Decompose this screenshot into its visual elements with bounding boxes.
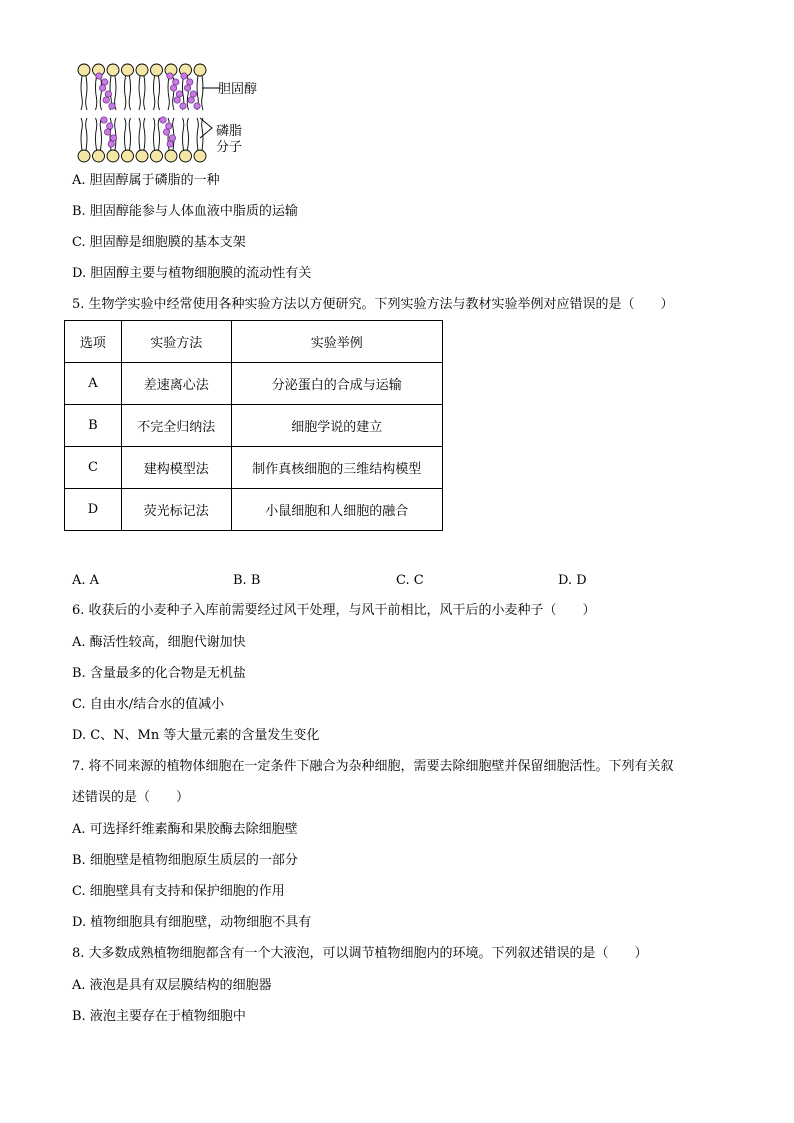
cholesterol-molecule — [105, 91, 111, 97]
q6-option-d: D. C、N、Mn 等大量元素的含量发生变化 — [72, 728, 320, 743]
q4-option-a: A. 胆固醇属于磷脂的一种 — [72, 173, 220, 188]
phospholipid-head — [107, 150, 119, 162]
cholesterol-molecule — [187, 79, 193, 85]
q5-stem: 5. 生物学实验中经常使用各种实验方法以方便研究。下列实验方法与教材实验举例对应错误的是（ ） — [72, 297, 674, 312]
lipid-tail — [158, 118, 159, 150]
cholesterol-molecule — [163, 129, 169, 135]
lipid-tail — [125, 76, 126, 110]
table-cell: 分泌蛋白的合成与运输 — [231, 363, 442, 405]
q7-stem-line2: 述错误的是（ ） — [72, 790, 190, 805]
table-cell: 建构模型法 — [121, 447, 231, 489]
q5-table — [64, 320, 443, 531]
cholesterol-molecule — [102, 79, 108, 85]
phospholipid-head — [122, 64, 134, 76]
lipid-tail — [86, 76, 87, 110]
cholesterol-molecule — [174, 97, 180, 103]
cholesterol-molecule — [169, 135, 175, 141]
q4-option-d: D. 胆固醇主要与植物细胞膜的流动性有关 — [72, 266, 312, 281]
phospholipid-label-2: 分子 — [216, 140, 243, 155]
lipid-tail — [144, 76, 145, 110]
table-header-cell: 实验方法 — [121, 321, 231, 363]
table-cell: 不完全归纳法 — [121, 405, 231, 447]
q6-stem: 6. 收获后的小麦种子入库前需要经过风干处理，与风干前相比，风干后的小麦种子（ ） — [72, 603, 596, 618]
q4-option-b: B. 胆固醇能参与人体血液中脂质的运输 — [72, 204, 298, 219]
phospholipid-head — [165, 150, 177, 162]
cholesterol-molecule — [188, 97, 194, 103]
q5-option-d: D. D — [558, 573, 587, 588]
phospholipid-head — [136, 150, 148, 162]
cholesterol-molecule — [108, 141, 114, 147]
lipid-tail — [168, 76, 169, 110]
q7-option-d: D. 植物细胞具有细胞壁，动物细胞不具有 — [72, 915, 312, 930]
table-header-cell: 实验举例 — [231, 321, 442, 363]
cholesterol-molecule — [166, 123, 172, 129]
lipid-tail — [139, 76, 140, 110]
table-header-cell: 选项 — [65, 321, 122, 363]
cholesterol-molecule — [170, 85, 176, 91]
cholesterol-molecule — [96, 73, 102, 79]
lipid-tail — [154, 118, 155, 150]
cholesterol-molecule — [110, 135, 116, 141]
cholesterol-molecule — [103, 97, 109, 103]
cholesterol-molecule — [181, 73, 187, 79]
cholesterol-molecule — [101, 117, 107, 123]
q7-option-a: A. 可选择纤维素酶和果胶酶去除细胞壁 — [72, 822, 298, 837]
q8-stem: 8. 大多数成熟植物细胞都含有一个大液泡，可以调节植物细胞内的环境。下列叙述错误的是（ ） — [72, 946, 648, 961]
lipid-tail — [129, 118, 130, 150]
phospholipid-head — [78, 150, 90, 162]
lipid-tail — [139, 118, 140, 150]
phospholipid-head — [78, 64, 90, 76]
table-cell: A — [65, 363, 122, 405]
q6-option-c: C. 自由水/结合水的值减小 — [72, 697, 225, 712]
q5-option-a: A. A — [72, 573, 100, 588]
lipid-tail — [81, 118, 82, 150]
lipid-tail — [154, 76, 155, 110]
lipid-tail — [158, 76, 159, 110]
phospholipid-head — [107, 64, 119, 76]
q7-stem-line1: 7. 将不同来源的植物体细胞在一定条件下融合为杂种细胞，需要去除细胞壁并保留细胞活性。下列有关叙 — [72, 759, 674, 774]
q8-option-a: A. 液泡是具有双层膜结构的细胞器 — [72, 978, 272, 993]
lipid-tail — [202, 76, 203, 110]
lipid-tail — [86, 118, 87, 150]
table-row — [65, 489, 443, 531]
lipid-tail — [96, 76, 97, 110]
lipid-tail — [129, 76, 130, 110]
phospholipid-head — [136, 64, 148, 76]
phospholipid-head — [151, 64, 163, 76]
q7-option-b: B. 细胞壁是植物细胞原生质层的一部分 — [72, 853, 298, 868]
q7-option-c: C. 细胞壁具有支持和保护细胞的作用 — [72, 884, 285, 899]
cholesterol-molecule — [190, 91, 196, 97]
membrane-diagram — [72, 58, 272, 170]
phospholipid-head — [122, 150, 134, 162]
lipid-tail — [96, 118, 97, 150]
table-row — [65, 363, 443, 405]
cholesterol-molecule — [104, 129, 110, 135]
lipid-tail — [144, 118, 145, 150]
q4-option-c: C. 胆固醇是细胞膜的基本支架 — [72, 235, 246, 250]
cholesterol-molecule — [180, 103, 186, 109]
cholesterol-molecule — [99, 85, 105, 91]
table-cell: 荧光标记法 — [121, 489, 231, 531]
q5-option-b: B. B — [233, 573, 261, 588]
cholesterol-label: 胆固醇 — [218, 82, 258, 97]
cholesterol-molecule — [109, 103, 115, 109]
phospholipid-head — [180, 150, 192, 162]
lipid-tail — [100, 118, 101, 150]
cholesterol-molecule — [167, 141, 173, 147]
cholesterol-molecule — [107, 123, 113, 129]
phospholipid-head — [93, 150, 105, 162]
q6-option-b: B. 含量最多的化合物是无机盐 — [72, 666, 246, 681]
lipid-tail — [187, 118, 188, 150]
q6-option-a: A. 酶活性较高，细胞代谢加快 — [72, 635, 246, 650]
table-cell: 差速离心法 — [121, 363, 231, 405]
cholesterol-molecule — [173, 79, 179, 85]
table-cell: 细胞学说的建立 — [231, 405, 442, 447]
lipid-tail — [202, 118, 203, 150]
table-cell: 小鼠细胞和人细胞的融合 — [231, 489, 442, 531]
phospholipid-head — [194, 150, 206, 162]
table-cell: B — [65, 405, 122, 447]
q8-option-b: B. 液泡主要存在于植物细胞中 — [72, 1009, 246, 1024]
cholesterol-molecule — [176, 91, 182, 97]
lipid-tail — [197, 118, 198, 150]
table-row — [65, 405, 443, 447]
table-cell: C — [65, 447, 122, 489]
cholesterol-molecule — [167, 73, 173, 79]
lipid-tail — [100, 76, 101, 110]
table-header-row — [65, 321, 443, 363]
lipid-tail — [125, 118, 126, 150]
cholesterol-molecule — [184, 85, 190, 91]
cholesterol-molecule — [194, 103, 200, 109]
lipid-tail — [115, 118, 116, 150]
phospholipid-label-1: 磷脂 — [216, 124, 243, 139]
table-row — [65, 447, 443, 489]
lipid-tail — [183, 118, 184, 150]
phospholipid-head — [151, 150, 163, 162]
q5-option-c: C. C — [396, 573, 424, 588]
table-cell: 制作真核细胞的三维结构模型 — [231, 447, 442, 489]
cholesterol-molecule — [160, 117, 166, 123]
table-cell: D — [65, 489, 122, 531]
lipid-tail — [81, 76, 82, 110]
phospholipid-head — [194, 64, 206, 76]
